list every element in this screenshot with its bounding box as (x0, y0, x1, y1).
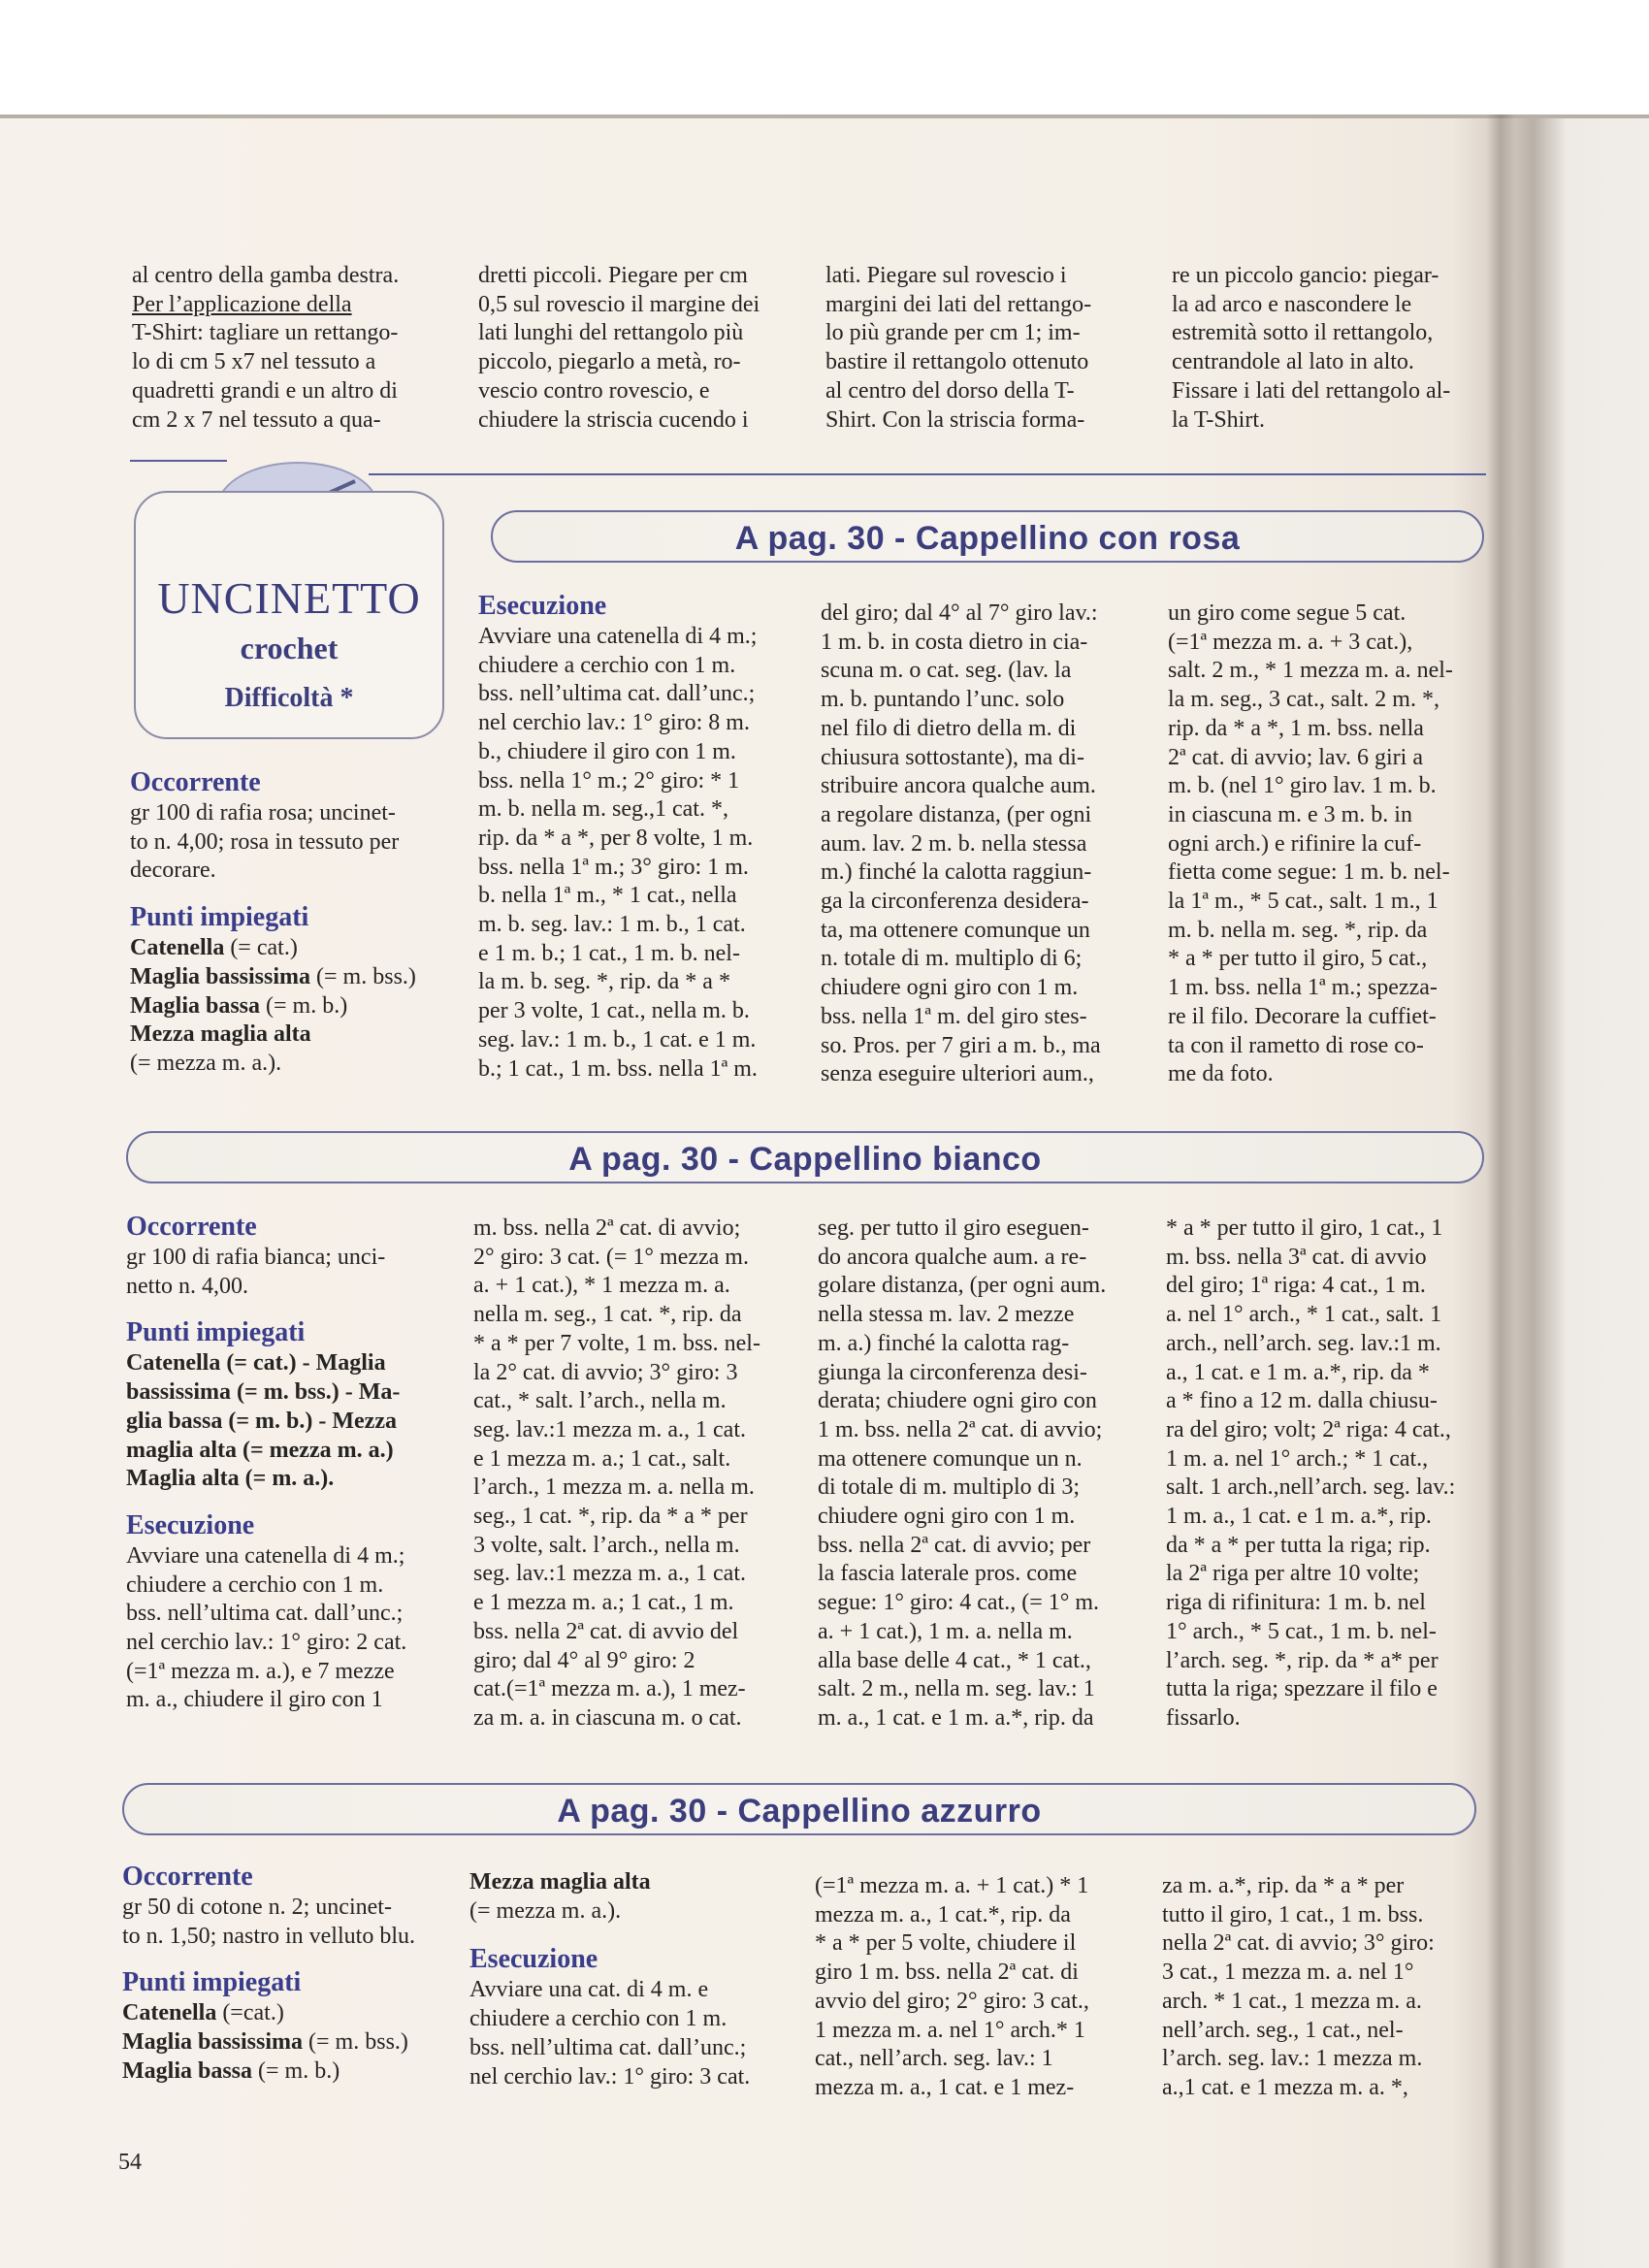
section-banner-cappellino-azzurro (122, 1783, 1476, 1835)
text-line: al centro della gamba destra. (132, 263, 400, 288)
text-line: 3 cat., 1 mezza m. a. nel 1° (1162, 1960, 1414, 1986)
text-line: re il filo. Decorare la cuffiet- (1168, 1003, 1437, 1029)
stitch-abbrev: (= mezza m. a.). (130, 1050, 282, 1076)
text-line: golare distanza, (per ogni aum. (818, 1273, 1107, 1299)
text-line: m. bss. nella 3ª cat. di avvio (1166, 1244, 1427, 1270)
text-line: * a * per 5 volte, chiudere il (815, 1930, 1077, 1957)
text-line: 3 volte, salt. l’arch., nella m. (473, 1532, 740, 1558)
text-line: m. b. nella m. seg. *, rip. da (1168, 917, 1428, 943)
text-line: dretti piccoli. Piegare per cm (478, 263, 748, 288)
text-line: al centro del dorso della T- (825, 377, 1075, 404)
text-line: la m. b. seg. *, rip. da * a * (478, 969, 730, 995)
text-line: m. b. nella m. seg.,1 cat. *, (478, 796, 728, 823)
text-line: ma ottenere comunque un n. (818, 1445, 1083, 1472)
text-line: nel cerchio lav.: 1° giro: 3 cat. (469, 2063, 751, 2090)
text-line: salt. 2 m., nella m. seg. lav.: 1 (818, 1676, 1095, 1702)
text-line: 1 mezza m. a. nel 1° arch.* 1 (815, 2017, 1085, 2043)
text-line: to n. 1,50; nastro in velluto blu. (122, 1923, 415, 1949)
text-line: lati. Piegare sul rovescio i (825, 263, 1067, 288)
text-line: m. b. seg. lav.: 1 m. b., 1 cat. (478, 912, 746, 938)
text-line: chiudere ogni giro con 1 m. (818, 1504, 1076, 1530)
text-line: * a * per tutto il giro, 5 cat., (1168, 946, 1428, 972)
text-line: seg. lav.: 1 m. b., 1 cat. e 1 m. (478, 1026, 757, 1053)
stitch-item (130, 934, 450, 963)
top-column-1 (132, 262, 448, 435)
text-line: bss. nella 1ª m. del giro stes- (821, 1003, 1087, 1029)
text-line: e 1 m. b.; 1 cat., 1 m. b. nel- (478, 940, 740, 966)
text-line: gr 50 di cotone n. 2; uncinet- (122, 1895, 392, 1920)
page-number: 54 (118, 2150, 142, 2175)
section3-column-4 (1162, 1872, 1478, 2103)
text-line: a. + 1 cat.), 1 m. a. nella m. (818, 1618, 1073, 1644)
text-line: nella stessa m. lav. 2 mezze (818, 1302, 1075, 1328)
stitch-item (122, 2057, 442, 2087)
spacer (126, 1494, 446, 1509)
text-line: derata; chiudere ogni giro con (818, 1388, 1097, 1414)
stitch-abbrev: (= cat.) (224, 935, 298, 961)
text-line: cat., * salt. l’arch., nella m. (473, 1388, 727, 1414)
page-edge (0, 114, 1649, 118)
top-column-4 (1172, 262, 1488, 435)
text-line: netto n. 4,00. (126, 1273, 248, 1299)
text-line: riga di rifinitura: 1 m. b. nel (1166, 1590, 1426, 1616)
text-line: la m. seg., 3 cat., salt. 2 m. *, (1168, 687, 1439, 713)
section1-column-2 (478, 590, 791, 1084)
text-line: seg. per tutto il giro eseguen- (818, 1215, 1089, 1241)
section-banner-cappellino-rosa (491, 510, 1484, 563)
text-line: aum. lav. 2 m. b. nella stessa (821, 830, 1087, 857)
punti-impiegati-heading: Punti impiegati (126, 1317, 306, 1348)
text-line: giro 1 m. bss. nella 2ª cat. di (815, 1960, 1079, 1986)
stitch-list-line: glia bassa (= m. b.) - Mezza (126, 1408, 397, 1434)
text-line: mezza m. a., 1 cat.*, rip. da (815, 1901, 1071, 1928)
text-line: salt. 1 arch.,nell’arch. seg. lav.: (1166, 1474, 1456, 1501)
text-line: seg., 1 cat. *, rip. da * a * per (473, 1504, 748, 1530)
text-line: nel cerchio lav.: 1° giro: 8 m. (478, 710, 750, 736)
text-line: piccolo, piegarlo a metà, ro- (478, 349, 741, 375)
top-divider-right (369, 473, 1486, 475)
text-line: Fissare i lati del rettangolo al- (1172, 377, 1451, 404)
text-line: nell’arch. seg., 1 cat., nel- (1162, 2017, 1404, 2043)
page-fold-shadow (1486, 114, 1515, 2268)
text-line: la 1ª m., * 5 cat., salt. 1 m., 1 (1168, 889, 1439, 915)
esecuzione-heading: Esecuzione (469, 1944, 598, 1975)
text-line: fissarlo. (1166, 1704, 1241, 1731)
stitch-name: Maglia bassa (122, 2057, 253, 2084)
text-line: 1 m. b. in costa dietro in cia- (821, 629, 1088, 655)
section3-column-2 (469, 1868, 786, 2091)
banner-title: A pag. 30 - Cappellino azzurro (557, 1793, 1042, 1830)
stitch-item (130, 1021, 450, 1050)
text-line: senza eseguire ulteriori aum., (821, 1061, 1094, 1087)
text-line: chiudere ogni giro con 1 m. (821, 975, 1079, 1001)
stitch-list-line: bassissima (= m. bss.) - Ma- (126, 1379, 401, 1406)
text-line: 1 m. a., 1 cat. e 1 m. a.*, rip. (1166, 1504, 1432, 1530)
text-line: alla base delle 4 cat., * 1 cat., (818, 1647, 1091, 1673)
text-line: chiudere a cerchio con 1 m. (126, 1571, 384, 1598)
text-line: bss. nell’ultima cat. dall’unc.; (126, 1601, 404, 1627)
text-line: 0,5 sul rovescio il margine dei (478, 291, 760, 317)
text-line: un giro come segue 5 cat. (1168, 600, 1406, 626)
text-line: segue: 1° giro: 4 cat., (= 1° m. (818, 1590, 1100, 1616)
text-line: chiudere la striscia cucendo i (478, 406, 749, 433)
text-line: me da foto. (1168, 1061, 1274, 1087)
stitch-abbrev: (= m. bss.) (310, 963, 416, 989)
stitch-list-line: Catenella (= cat.) - Maglia (126, 1350, 386, 1377)
text-line: seg. lav.:1 mezza m. a., 1 cat. (473, 1561, 746, 1587)
text-line: cat., nell’arch. seg. lav.: 1 (815, 2046, 1053, 2072)
section3-column-1 (122, 1861, 442, 2087)
text-line: Avviare una catenella di 4 m.; (126, 1542, 405, 1569)
stitch-name: Mezza maglia alta (130, 1021, 311, 1048)
text-line: gr 100 di rafia bianca; unci- (126, 1245, 386, 1270)
text-line: 1° arch., * 5 cat., 1 m. b. nel- (1166, 1618, 1437, 1644)
text-line: rip. da * a *, per 8 volte, 1 m. (478, 825, 754, 851)
text-line: nella 2ª cat. di avvio; 3° giro: (1162, 1930, 1435, 1957)
text-line: so. Pros. per 7 giri a m. b., ma (821, 1032, 1101, 1058)
text-line: per 3 volte, 1 cat., nella m. b. (478, 998, 750, 1024)
text-line: (=1ª mezza m. a. + 1 cat.) * 1 (815, 1873, 1089, 1898)
text-line: T-Shirt: tagliare un rettango- (132, 320, 399, 346)
esecuzione-heading: Esecuzione (478, 591, 607, 621)
text-line: l’arch. seg. lav.: 1 mezza m. (1162, 2046, 1423, 2072)
section1-column-4 (1168, 599, 1488, 1089)
text-line: m.) finché la calotta raggiun- (821, 859, 1092, 886)
stitch-abbrev: (= mezza m. a.). (469, 1897, 622, 1924)
text-line: m. a., 1 cat. e 1 m. a.*, rip. da (818, 1704, 1094, 1731)
text-line: ga la circonferenza desidera- (821, 889, 1089, 915)
text-line: di totale di m. multiplo di 3; (818, 1474, 1080, 1501)
top-divider (130, 460, 227, 462)
text-line: bss. nella 2ª cat. di avvio; per (818, 1532, 1091, 1558)
text-line: e 1 mezza m. a.; 1 cat., salt. (473, 1445, 731, 1472)
text-line: avvio del giro; 2° giro: 3 cat., (815, 1988, 1089, 2014)
stitch-abbrev: (= m. b.) (260, 992, 348, 1019)
text-line: tutto il giro, 1 cat., 1 m. bss. (1162, 1901, 1424, 1928)
text-line: chiudere a cerchio con 1 m. (478, 652, 736, 678)
text-line: l’arch. seg. *, rip. da * a* per (1166, 1647, 1439, 1673)
text-line: * a * per 7 volte, 1 m. bss. nel- (473, 1330, 760, 1356)
text-line: lo di cm 5 x7 nel tessuto a (132, 349, 376, 375)
text-line: in ciascuna m. e 3 m. b. in (1168, 801, 1412, 827)
stitch-item (122, 2028, 442, 2057)
text-line: bss. nell’ultima cat. dall’unc.; (469, 2034, 747, 2060)
text-line: 2ª cat. di avvio; lav. 6 giri a (1168, 744, 1423, 770)
text-line: e 1 mezza m. a.; 1 cat., 1 m. (473, 1590, 734, 1616)
stitch-list-line: maglia alta (= mezza m. a.) (126, 1437, 394, 1463)
section1-column-1 (130, 766, 450, 1079)
text-line: la T-Shirt. (1172, 406, 1266, 433)
difficulty-label: Difficoltà * (224, 683, 354, 713)
text-line: fietta come segue: 1 m. b. nel- (1168, 859, 1450, 886)
text-line: rip. da * a *, 1 m. bss. nella (1168, 715, 1424, 741)
stitch-name: Maglia bassa (130, 992, 261, 1019)
text-line: ra del giro; volt; 2ª riga: 4 cat., (1166, 1416, 1451, 1442)
text-line: n. totale di m. multiplo di 6; (821, 946, 1083, 972)
punti-impiegati-heading: Punti impiegati (130, 902, 309, 933)
text-line: a regolare distanza, (per ogni (821, 801, 1092, 827)
text-line: giunga la circonferenza desi- (818, 1359, 1087, 1385)
text-line: da * a * per tutta la riga; rip. (1166, 1532, 1431, 1558)
text-line: nel cerchio lav.: 1° giro: 2 cat. (126, 1630, 407, 1656)
stitch-name: Maglia bassissima (130, 963, 311, 989)
text-line: estremità sotto il rettangolo, (1172, 320, 1434, 346)
esecuzione-heading: Esecuzione (126, 1509, 255, 1540)
text-line: za m. a. in ciascuna m. o cat. (473, 1704, 742, 1731)
text-line: la ad arco e nascondere le (1172, 291, 1412, 317)
stitch-abbrev: (= m. b.) (252, 2057, 340, 2084)
text-line: del giro; 1ª riga: 4 cat., 1 m. (1166, 1273, 1426, 1299)
text-line: do ancora qualche aum. a re- (818, 1244, 1087, 1270)
text-line: bss. nella 1ª m.; 3° giro: 1 m. (478, 854, 749, 880)
text-line: nella m. seg., 1 cat. *, rip. da (473, 1302, 742, 1328)
text-line: a. nel 1° arch., * 1 cat., salt. 1 (1166, 1302, 1442, 1328)
stitch-list-line: Maglia alta (= m. a.). (126, 1466, 335, 1492)
spacer (126, 1301, 446, 1316)
banner-title: A pag. 30 - Cappellino con rosa (734, 520, 1241, 557)
section2-column-4 (1166, 1215, 1486, 1733)
occorrente-heading: Occorrente (126, 1212, 257, 1242)
punti-impiegati-heading: Punti impiegati (122, 1967, 302, 1998)
text-line: 2° giro: 3 cat. (= 1° mezza m. (473, 1244, 749, 1270)
text-line: scuna m. o cat. seg. (lav. la (821, 658, 1072, 684)
text-line: bss. nell’ultima cat. dall’unc.; (478, 681, 756, 707)
text-line: (=1ª mezza m. a. + 3 cat.), (1168, 629, 1413, 655)
stitch-name: Catenella (122, 2000, 217, 2026)
text-line: salt. 2 m., * 1 mezza m. a. nel- (1168, 658, 1453, 684)
logo-subtitle: crochet (240, 631, 339, 665)
text-line: a. + 1 cat.), * 1 mezza m. a. (473, 1273, 730, 1299)
text-line: za m. a.*, rip. da * a * per (1162, 1873, 1405, 1898)
text-line: stribuire ancora qualche aum. (821, 773, 1096, 799)
occorrente-heading: Occorrente (130, 767, 261, 797)
text-line: Avviare una catenella di 4 m.; (478, 624, 758, 649)
text-line: cm 2 x 7 nel tessuto a qua- (132, 406, 381, 433)
text-line: centrandole al lato in alto. (1172, 349, 1414, 375)
text-line: ogni arch.) e rifinire la cuf- (1168, 830, 1422, 857)
text-line: 1 m. bss. nella 1ª m.; spezza- (1168, 975, 1438, 1001)
text-line: cat.(=1ª mezza m. a.), 1 mez- (473, 1676, 746, 1702)
section2-column-2 (473, 1215, 790, 1733)
text-line: (=1ª mezza m. a.), e 7 mezze (126, 1658, 395, 1684)
text-line: m. b. puntando l’unc. solo (821, 687, 1065, 713)
text-line: Avviare una cat. di 4 m. e (469, 1977, 709, 2003)
text-line: bastire il rettangolo ottenuto (825, 349, 1089, 375)
text-line: vescio contro rovescio, e (478, 377, 710, 404)
text-line: to n. 4,00; rosa in tessuto per (130, 828, 400, 855)
text-line: chiusura sottostante), ma di- (821, 744, 1084, 770)
stitch-abbrev: (= m. bss.) (303, 2029, 408, 2056)
text-line: lo più grande per cm 1; im- (825, 320, 1081, 346)
text-line: decorare. (130, 858, 216, 884)
stitch-name: Maglia bassissima (122, 2029, 304, 2056)
text-line: a * fino a 12 m. dalla chiusu- (1166, 1388, 1438, 1414)
text-line: m. a.) finché la calotta rag- (818, 1330, 1070, 1356)
text-line: nel filo di dietro della m. di (821, 715, 1077, 741)
text-line: 1 m. a. nel 1° arch.; * 1 cat., (1166, 1445, 1429, 1472)
uncinetto-logo-box (134, 491, 444, 739)
top-column-2 (478, 262, 794, 435)
section2-column-3 (818, 1215, 1134, 1733)
stitch-item (469, 1868, 786, 1897)
text-line: lati lunghi del rettangolo più (478, 320, 744, 346)
text-line: b.; 1 cat., 1 m. bss. nella 1ª m. (478, 1055, 758, 1082)
text-line: la 2ª riga per altre 10 volte; (1166, 1561, 1420, 1587)
stitch-item (130, 963, 450, 992)
text-line: b., chiudere il giro con 1 m. (478, 738, 736, 764)
text-line: bss. nella 1° m.; 2° giro: * 1 (478, 767, 740, 794)
text-line: quadretti grandi e un altro di (132, 377, 398, 404)
text-line: la 2° cat. di avvio; 3° giro: 3 (473, 1359, 738, 1385)
stitch-name: Mezza maglia alta (469, 1869, 651, 1895)
text-line: m. b. (nel 1° giro lav. 1 m. b. (1168, 773, 1437, 799)
text-line: mezza m. a., 1 cat. e 1 mez- (815, 2074, 1075, 2100)
text-line: a., 1 cat. e 1 m. a.*, rip. da * (1166, 1359, 1430, 1385)
text-line: ta con il rametto di rose co- (1168, 1032, 1424, 1058)
text-line: 1 m. bss. nella 2ª cat. di avvio; (818, 1416, 1103, 1442)
spacer (469, 1926, 786, 1943)
application-subheading: Per l’applicazione della (132, 291, 352, 317)
text-line: ta, ma ottenere comunque un (821, 917, 1090, 943)
text-line: chiudere a cerchio con 1 m. (469, 2006, 728, 2032)
text-line: arch., nell’arch. seg. lav.:1 m. (1166, 1330, 1441, 1356)
text-line: tutta la riga; spezzare il filo e (1166, 1676, 1438, 1702)
section3-column-3 (815, 1872, 1131, 2103)
logo-title: UNCINETTO (157, 573, 421, 623)
banner-title: A pag. 30 - Cappellino bianco (568, 1141, 1042, 1178)
spacer (130, 886, 450, 901)
text-line: bss. nella 2ª cat. di avvio del (473, 1618, 739, 1644)
text-line: margini dei lati del rettango- (825, 291, 1092, 317)
stitch-item (469, 1897, 786, 1927)
text-line: a.,1 cat. e 1 mezza m. a. *, (1162, 2074, 1408, 2100)
spacer (122, 1951, 442, 1966)
text-line: l’arch., 1 mezza m. a. nella m. (473, 1474, 755, 1501)
stitch-item (130, 1050, 450, 1079)
stitch-item (122, 1999, 442, 2028)
stitch-item (130, 992, 450, 1021)
section1-column-3 (821, 599, 1133, 1089)
occorrente-heading: Occorrente (122, 1862, 253, 1892)
text-line: * a * per tutto il giro, 1 cat., 1 (1166, 1215, 1443, 1241)
text-line: giro; dal 4° al 9° giro: 2 (473, 1647, 695, 1673)
text-line: Shirt. Con la striscia forma- (825, 406, 1085, 433)
top-column-3 (825, 262, 1142, 435)
text-line: arch. * 1 cat., 1 mezza m. a. (1162, 1988, 1422, 2014)
text-line: gr 100 di rafia rosa; uncinet- (130, 800, 396, 826)
text-line: seg. lav.:1 mezza m. a., 1 cat. (473, 1416, 746, 1442)
stitch-name: Catenella (130, 935, 225, 961)
text-line: re un piccolo gancio: piegar- (1172, 263, 1439, 288)
section2-column-1 (126, 1211, 446, 1715)
text-line: m. bss. nella 2ª cat. di avvio; (473, 1215, 741, 1241)
section-banner-cappellino-bianco (126, 1131, 1484, 1183)
stitch-abbrev: (=cat.) (216, 2000, 284, 2026)
text-line: la fascia laterale pros. come (818, 1561, 1078, 1587)
text-line: m. a., chiudere il giro con 1 (126, 1687, 383, 1713)
text-line: b. nella 1ª m., * 1 cat., nella (478, 883, 737, 909)
text-line: del giro; dal 4° al 7° giro lav.: (821, 600, 1098, 626)
